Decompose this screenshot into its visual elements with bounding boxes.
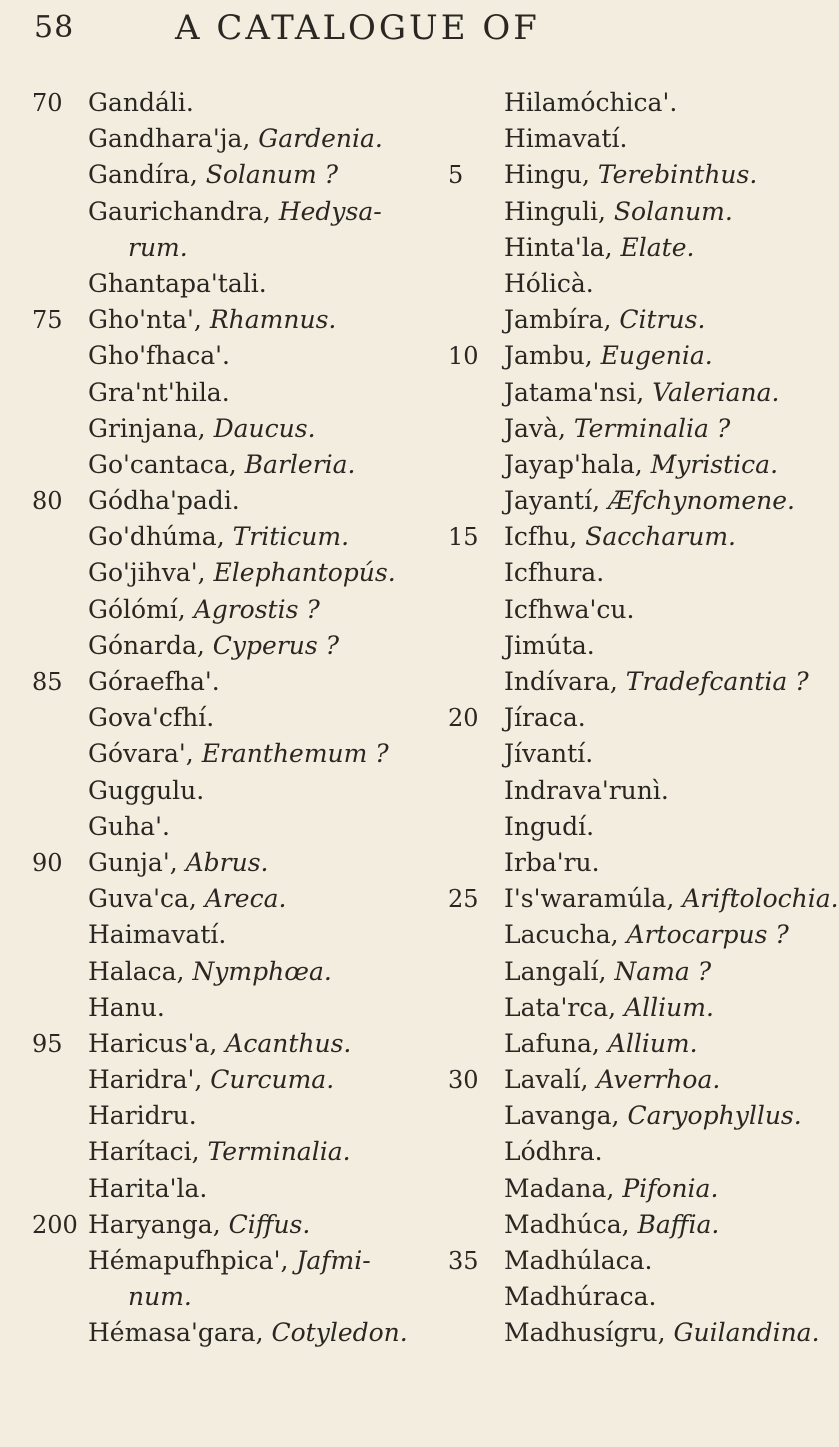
sanskrit-name: Hinguli, — [504, 196, 606, 226]
entry-text — [504, 194, 733, 230]
entry-text — [88, 664, 220, 700]
left-entry — [32, 230, 432, 266]
entry-text — [88, 990, 165, 1026]
right-entry — [448, 809, 788, 845]
latin-genus: Hedysa- — [278, 196, 382, 226]
latin-genus: Cotyledon. — [271, 1318, 408, 1348]
latin-genus: Æfchynomene. — [608, 486, 795, 516]
line-number: 30 — [448, 1066, 479, 1095]
left-entry — [32, 1315, 432, 1351]
entry-text — [504, 881, 839, 917]
sanskrit-name: Gandíra, — [88, 160, 198, 190]
latin-genus: Artocarpus ? — [626, 920, 789, 950]
sanskrit-name: Halaca, — [88, 956, 185, 986]
entry-text — [88, 1207, 310, 1243]
entry-text — [504, 519, 736, 555]
entry-text — [504, 809, 594, 845]
left-entry — [32, 700, 432, 736]
line-number: 20 — [448, 704, 479, 733]
left-entry — [32, 845, 432, 881]
latin-genus: Daucus. — [213, 413, 316, 443]
entry-text — [88, 157, 338, 193]
latin-genus: Rhamnus. — [209, 305, 337, 335]
sanskrit-name: Lavalí, — [504, 1065, 589, 1095]
entry-text — [504, 1098, 802, 1134]
sanskrit-name: Jayantí, — [504, 486, 601, 516]
latin-genus: Triticum. — [232, 522, 350, 552]
sanskrit-name: Indrava'runì. — [504, 775, 669, 805]
entry-text — [504, 338, 713, 374]
left-entry — [32, 990, 432, 1026]
left-entry — [32, 773, 432, 809]
line-number: 15 — [448, 523, 479, 552]
sanskrit-name: Jíraca. — [504, 703, 586, 733]
entry-text — [88, 555, 396, 591]
left-entry — [32, 121, 432, 157]
sanskrit-name: Góvara', — [88, 739, 194, 769]
sanskrit-name: Gra'nt'hila. — [88, 377, 230, 407]
sanskrit-name: Irba'ru. — [504, 847, 600, 877]
sanskrit-name: Guggulu. — [88, 775, 205, 805]
entry-text — [88, 700, 214, 736]
line-number: 95 — [32, 1029, 63, 1058]
sanskrit-name: Jimúta. — [504, 630, 595, 660]
entry-text — [88, 1171, 207, 1207]
latin-genus: Baffia. — [637, 1209, 720, 1239]
entry-text — [504, 447, 778, 483]
entry-text — [88, 1243, 371, 1279]
entry-text — [504, 121, 627, 157]
sanskrit-name: Hólicà. — [504, 268, 594, 298]
sanskrit-name: Gho'nta', — [88, 305, 202, 335]
sanskrit-name: Langalí, — [504, 956, 607, 986]
latin-genus: Saccharum. — [585, 522, 736, 552]
latin-genus: Eugenia. — [600, 341, 713, 371]
entry-text — [128, 1279, 192, 1315]
left-entry — [32, 157, 432, 193]
right-entry — [448, 157, 788, 193]
entry-text — [88, 266, 267, 302]
right-entry — [448, 628, 788, 664]
sanskrit-name: Jayap'hala, — [504, 449, 643, 479]
sanskrit-name: Gova'cfhí. — [88, 703, 215, 733]
entry-text — [504, 917, 789, 953]
sanskrit-name: Grinjana, — [88, 413, 206, 443]
left-entry — [32, 483, 432, 519]
sanskrit-name: Hinta'la, — [504, 232, 613, 262]
entry-text — [504, 483, 795, 519]
entry-text — [88, 411, 316, 447]
left-entry — [32, 1026, 432, 1062]
entry-text — [88, 338, 230, 374]
line-number: 90 — [32, 848, 63, 877]
sanskrit-name: Jívantí. — [504, 739, 594, 769]
left-entry — [32, 954, 432, 990]
right-entry — [448, 736, 788, 772]
sanskrit-name: Harítaci, — [88, 1137, 200, 1167]
latin-genus: Jafmi- — [296, 1246, 371, 1275]
left-entry — [32, 881, 432, 917]
entry-text — [504, 954, 711, 990]
left-entry — [32, 628, 432, 664]
latin-genus: Acanthus. — [225, 1028, 352, 1058]
latin-genus: Allium. — [607, 1028, 698, 1058]
sanskrit-name: Haricus'a, — [88, 1028, 218, 1058]
latin-genus: Agrostis ? — [193, 594, 320, 624]
line-number: 85 — [32, 668, 63, 696]
right-entry — [448, 1026, 788, 1062]
left-entry — [32, 736, 432, 772]
left-entry — [32, 917, 432, 953]
right-column — [448, 85, 839, 1352]
entry-text — [88, 519, 349, 555]
left-column — [32, 85, 432, 1352]
entry-text — [504, 1243, 652, 1279]
latin-genus: Gardenia. — [258, 124, 383, 154]
sanskrit-name: Hémasa'gara, — [88, 1318, 264, 1348]
right-entry — [448, 592, 788, 628]
sanskrit-name: Haryanga, — [88, 1209, 221, 1239]
latin-genus: Terminalia ? — [573, 413, 731, 443]
left-entry — [32, 1207, 432, 1243]
entry-text — [88, 447, 356, 483]
left-entry — [32, 266, 432, 302]
entry-text — [88, 628, 339, 664]
entry-text — [504, 1026, 698, 1062]
sanskrit-name: Icfhwa'cu. — [504, 594, 635, 624]
latin-genus: rum. — [128, 232, 188, 262]
sanskrit-name: Madhúlaca. — [504, 1246, 653, 1275]
entry-text — [504, 411, 730, 447]
sanskrit-name: Gandáli. — [88, 88, 194, 117]
entry-text — [88, 809, 170, 845]
entry-text — [504, 592, 634, 628]
sanskrit-name: Lavanga, — [504, 1101, 620, 1131]
sanskrit-name: Gódha'padi. — [88, 486, 240, 516]
sanskrit-name: Icfhu, — [504, 522, 578, 552]
sanskrit-name: Guha'. — [88, 811, 170, 841]
left-entry — [32, 809, 432, 845]
latin-genus: Citrus. — [619, 305, 706, 335]
sanskrit-name: Ingudí. — [504, 811, 595, 841]
latin-genus: Allium. — [624, 992, 714, 1022]
line-number: 80 — [32, 487, 63, 516]
latin-genus: Solanum ? — [205, 160, 339, 190]
right-entry — [448, 230, 788, 266]
entry-text — [88, 1098, 197, 1134]
entry-text — [504, 157, 757, 193]
sanskrit-name: Gólómí, — [88, 594, 186, 624]
left-entry — [32, 447, 432, 483]
left-entry — [32, 592, 432, 628]
left-entry — [32, 1171, 432, 1207]
sanskrit-name: Gunja', — [88, 847, 178, 877]
right-entry — [448, 1171, 788, 1207]
right-entry — [448, 845, 788, 881]
right-entry — [448, 1315, 820, 1351]
sanskrit-name: Go'cantaca, — [88, 449, 237, 479]
entry-text — [88, 954, 332, 990]
latin-genus: num. — [128, 1282, 192, 1312]
sanskrit-name: Lata'rca, — [504, 992, 617, 1022]
sanskrit-name: Madhusígru, — [504, 1318, 666, 1348]
sanskrit-name: Lódhra. — [504, 1137, 603, 1167]
entry-text — [88, 1315, 408, 1351]
entry-text — [504, 1279, 656, 1315]
entry-text — [504, 302, 705, 338]
line-number: 35 — [448, 1247, 479, 1275]
sanskrit-name: Hilamóchica'. — [504, 88, 678, 117]
right-entry — [448, 375, 788, 411]
entry-text — [88, 375, 230, 411]
entry-text — [504, 736, 593, 772]
entry-text — [504, 628, 595, 664]
latin-genus: Abrus. — [185, 847, 269, 877]
left-entry — [32, 85, 432, 121]
sanskrit-name: Javà, — [504, 413, 566, 443]
latin-genus: Averrhoa. — [596, 1065, 721, 1095]
entry-text — [88, 917, 226, 953]
left-entry — [32, 411, 432, 447]
entry-text — [88, 1134, 351, 1170]
entry-text — [504, 664, 809, 700]
sanskrit-name: Gho'fhaca'. — [88, 341, 230, 371]
left-entry — [32, 664, 432, 700]
sanskrit-name: Góraefha'. — [88, 667, 220, 696]
entry-text — [504, 773, 669, 809]
sanskrit-name: Go'jihva', — [88, 558, 206, 588]
sanskrit-name: Hanu. — [88, 992, 165, 1022]
left-entry — [32, 555, 432, 591]
entry-text — [504, 1171, 718, 1207]
left-entry — [32, 194, 432, 230]
sanskrit-name: Hingu, — [504, 160, 590, 190]
sanskrit-name: Haridra', — [88, 1065, 203, 1095]
latin-genus: Areca. — [204, 884, 287, 914]
latin-genus: Pifonia. — [622, 1173, 719, 1203]
entry-text — [504, 266, 594, 302]
latin-genus: Curcuma. — [210, 1065, 335, 1095]
entry-text — [88, 881, 286, 917]
left-entry — [32, 1098, 432, 1134]
right-entry — [448, 773, 788, 809]
latin-genus: Elephantopús. — [213, 558, 396, 588]
entry-text — [88, 1026, 351, 1062]
latin-genus: Tradefcantia ? — [625, 667, 809, 696]
entry-text — [88, 121, 383, 157]
right-entry — [448, 302, 788, 338]
right-entry — [448, 85, 788, 121]
sanskrit-name: Gaurichandra, — [88, 196, 271, 226]
sanskrit-name: Hémapufhpica', — [88, 1246, 289, 1275]
right-entry — [448, 121, 788, 157]
right-entry — [448, 338, 788, 374]
left-entry — [32, 1279, 432, 1315]
line-number: 10 — [448, 342, 479, 371]
sanskrit-name: Madhúca, — [504, 1209, 630, 1239]
sanskrit-name: Madana, — [504, 1173, 615, 1203]
sanskrit-name: Lacucha, — [504, 920, 619, 950]
right-entry — [448, 1279, 788, 1315]
left-entry — [32, 1243, 432, 1279]
entry-text — [504, 1315, 820, 1351]
latin-genus: Cyperus ? — [212, 630, 340, 660]
right-entry — [448, 483, 795, 519]
right-entry — [448, 917, 788, 953]
entry-text — [88, 85, 194, 121]
entry-text — [504, 230, 694, 266]
right-entry — [448, 555, 788, 591]
left-entry — [32, 519, 432, 555]
sanskrit-name: Jambíra, — [504, 305, 612, 335]
entry-text — [504, 700, 586, 736]
right-entry — [448, 1134, 788, 1170]
entry-text — [504, 1207, 719, 1243]
right-entry — [448, 1243, 788, 1279]
entry-text — [88, 736, 389, 772]
line-number: 70 — [32, 89, 63, 117]
entry-text — [88, 194, 382, 230]
right-entry — [448, 194, 788, 230]
latin-genus: Myristica. — [650, 449, 779, 479]
left-entry — [32, 302, 432, 338]
sanskrit-name: Jatama'nsi, — [504, 377, 645, 407]
right-entry — [448, 266, 788, 302]
right-entry — [448, 954, 788, 990]
left-entry — [32, 1134, 432, 1170]
latin-genus: Terebinthus. — [597, 160, 758, 190]
sanskrit-name: I's'waramúla, — [504, 884, 675, 914]
left-entry — [32, 1062, 432, 1098]
entry-text — [88, 483, 240, 519]
entry-text — [88, 773, 204, 809]
right-entry — [448, 990, 788, 1026]
latin-genus: Solanum. — [613, 196, 733, 226]
sanskrit-name: Lafuna, — [504, 1028, 600, 1058]
right-entry — [448, 411, 788, 447]
latin-genus: Ariftolochia. — [682, 884, 839, 914]
right-entry — [448, 881, 839, 917]
latin-genus: Nymphœa. — [192, 956, 332, 986]
sanskrit-name: Haimavatí. — [88, 920, 227, 950]
latin-genus: Guilandina. — [673, 1318, 820, 1348]
entry-text — [504, 990, 714, 1026]
right-entry — [448, 1062, 788, 1098]
latin-genus: Elate. — [620, 232, 695, 262]
entry-text — [504, 845, 600, 881]
line-number: 25 — [448, 885, 479, 914]
sanskrit-name: Icfhura. — [504, 558, 605, 588]
latin-genus: Barleria. — [244, 449, 356, 479]
line-number: 75 — [32, 306, 63, 335]
entry-text — [504, 375, 779, 411]
latin-genus: Valeriana. — [652, 377, 780, 407]
line-number: 5 — [448, 161, 464, 190]
sanskrit-name: Haridru. — [88, 1101, 197, 1131]
latin-genus: Ciffus. — [228, 1209, 311, 1239]
sanskrit-name: Jambu, — [504, 341, 593, 371]
left-entry — [32, 375, 432, 411]
latin-genus: Caryophyllus. — [627, 1101, 802, 1131]
entry-text — [504, 555, 604, 591]
running-head: A CATALOGUE OF — [175, 8, 540, 48]
entry-text — [88, 845, 269, 881]
sanskrit-name: Gónarda, — [88, 630, 205, 660]
entry-text — [88, 1062, 334, 1098]
latin-genus: Nama ? — [614, 956, 712, 986]
sanskrit-name: Harita'la. — [88, 1173, 208, 1203]
right-entry — [448, 1098, 802, 1134]
entry-text — [88, 302, 336, 338]
entry-text — [88, 592, 320, 628]
page-number: 58 — [34, 10, 75, 45]
sanskrit-name: Madhúraca. — [504, 1282, 657, 1312]
entry-text — [504, 1062, 720, 1098]
sanskrit-name: Go'dhúma, — [88, 522, 225, 552]
line-number: 200 — [32, 1210, 78, 1239]
entry-text — [128, 230, 188, 266]
sanskrit-name: Himavatí. — [504, 124, 628, 154]
entry-text — [504, 1134, 603, 1170]
latin-genus: Eranthemum ? — [201, 739, 389, 769]
left-entry — [32, 338, 432, 374]
latin-genus: Terminalia. — [207, 1137, 351, 1167]
right-entry — [448, 519, 788, 555]
right-entry — [448, 700, 788, 736]
right-entry — [448, 1207, 788, 1243]
right-entry — [448, 447, 788, 483]
entry-text — [504, 85, 677, 121]
right-entry — [448, 664, 809, 700]
sanskrit-name: Guva'ca, — [88, 884, 197, 914]
sanskrit-name: Gandhara'ja, — [88, 124, 251, 154]
sanskrit-name: Indívara, — [504, 667, 618, 696]
sanskrit-name: Ghantapa'tali. — [88, 268, 267, 298]
